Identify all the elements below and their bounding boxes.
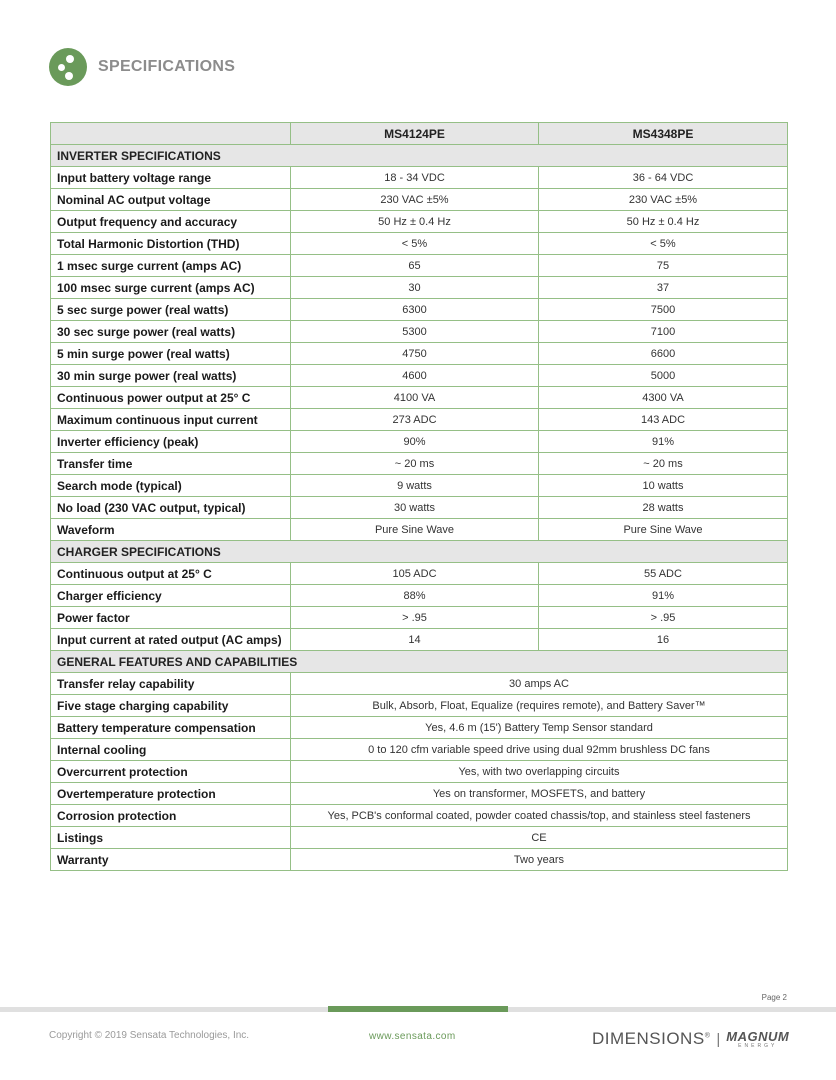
table-row <box>51 233 788 255</box>
cell-value: > .95 <box>291 607 539 629</box>
row-label: Maximum continuous input current <box>51 409 291 431</box>
section-title: GENERAL FEATURES AND CAPABILITIES <box>51 651 788 673</box>
cell-value: Yes, 4.6 m (15') Battery Temp Sensor standard <box>291 717 788 739</box>
table-row <box>51 453 788 475</box>
table-row <box>51 673 788 695</box>
cell-value: 91% <box>539 585 788 607</box>
cell-value: 7500 <box>539 299 788 321</box>
row-label: Transfer relay capability <box>51 673 291 695</box>
page-header <box>49 48 235 86</box>
table-body <box>51 145 788 871</box>
section-header-row <box>51 651 788 673</box>
cell-value: 28 watts <box>539 497 788 519</box>
row-label: 1 msec surge current (amps AC) <box>51 255 291 277</box>
table-row <box>51 563 788 585</box>
cell-value: Pure Sine Wave <box>539 519 788 541</box>
cell-value: 30 watts <box>291 497 539 519</box>
row-label: Input battery voltage range <box>51 167 291 189</box>
table-row <box>51 761 788 783</box>
cell-value: 6600 <box>539 343 788 365</box>
cell-value: 55 ADC <box>539 563 788 585</box>
specifications-table <box>50 122 788 871</box>
cell-value: Two years <box>291 849 788 871</box>
row-label: Search mode (typical) <box>51 475 291 497</box>
row-label: Battery temperature compensation <box>51 717 291 739</box>
row-label: Five stage charging capability <box>51 695 291 717</box>
row-label: Warranty <box>51 849 291 871</box>
cell-value: 5300 <box>291 321 539 343</box>
row-label: Inverter efficiency (peak) <box>51 431 291 453</box>
cell-value: 36 - 64 VDC <box>539 167 788 189</box>
cell-value: 230 VAC ±5% <box>291 189 539 211</box>
row-label: Power factor <box>51 607 291 629</box>
row-label: 5 min surge power (real watts) <box>51 343 291 365</box>
website-link[interactable]: www.sensata.com <box>369 1031 456 1042</box>
cell-value: 7100 <box>539 321 788 343</box>
section-title: CHARGER SPECIFICATIONS <box>51 541 788 563</box>
cell-value: ~ 20 ms <box>539 453 788 475</box>
table-row <box>51 167 788 189</box>
table-row <box>51 783 788 805</box>
table-header-row <box>51 123 788 145</box>
row-label: Input current at rated output (AC amps) <box>51 629 291 651</box>
table-row <box>51 365 788 387</box>
row-label: No load (230 VAC output, typical) <box>51 497 291 519</box>
table-row <box>51 805 788 827</box>
table-row <box>51 343 788 365</box>
cell-value: < 5% <box>539 233 788 255</box>
cell-value: Bulk, Absorb, Float, Equalize (requires remote), and Battery Saver™ <box>291 695 788 717</box>
row-label: 5 sec surge power (real watts) <box>51 299 291 321</box>
cell-value: 88% <box>291 585 539 607</box>
brand-separator: | <box>716 1030 721 1048</box>
table-row <box>51 255 788 277</box>
table-row <box>51 827 788 849</box>
row-label: Nominal AC output voltage <box>51 189 291 211</box>
copyright-text: Copyright © 2019 Sensata Technologies, Inc. <box>49 1030 250 1041</box>
brand-logos <box>592 1026 789 1052</box>
cell-value: 50 Hz ± 0.4 Hz <box>291 211 539 233</box>
page-title: SPECIFICATIONS <box>98 58 236 75</box>
cell-value: 14 <box>291 629 539 651</box>
section-header-row <box>51 145 788 167</box>
magnum-energy-logo: MAGNUM ENERGY <box>726 1028 790 1049</box>
table-row <box>51 629 788 651</box>
row-label: 100 msec surge current (amps AC) <box>51 277 291 299</box>
table-row <box>51 717 788 739</box>
cell-value: Yes, with two overlapping circuits <box>291 761 788 783</box>
table-row <box>51 607 788 629</box>
cell-value: 50 Hz ± 0.4 Hz <box>539 211 788 233</box>
cell-value: 75 <box>539 255 788 277</box>
section-title: INVERTER SPECIFICATIONS <box>51 145 788 167</box>
cell-value: 4600 <box>291 365 539 387</box>
cell-value: 16 <box>539 629 788 651</box>
cell-value: 143 ADC <box>539 409 788 431</box>
table-row <box>51 409 788 431</box>
row-label: Total Harmonic Distortion (THD) <box>51 233 291 255</box>
cell-value: < 5% <box>291 233 539 255</box>
cell-value: Yes, PCB's conformal coated, powder coated chassis/top, and stainless steel fasteners <box>291 805 788 827</box>
row-label: Waveform <box>51 519 291 541</box>
dimensions-logo: DIMENSIONS® <box>592 1029 711 1048</box>
row-label: Continuous output at 25° C <box>51 563 291 585</box>
row-label: Internal cooling <box>51 739 291 761</box>
cell-value: 37 <box>539 277 788 299</box>
row-label: Continuous power output at 25° C <box>51 387 291 409</box>
section-header-row <box>51 541 788 563</box>
cell-value: 230 VAC ±5% <box>539 189 788 211</box>
table-row <box>51 299 788 321</box>
cell-value: 273 ADC <box>291 409 539 431</box>
row-label: Charger efficiency <box>51 585 291 607</box>
cell-value: > .95 <box>539 607 788 629</box>
cell-value: 30 <box>291 277 539 299</box>
row-label: Overcurrent protection <box>51 761 291 783</box>
cell-value: Yes on transformer, MOSFETS, and battery <box>291 783 788 805</box>
cell-value: 91% <box>539 431 788 453</box>
row-label: 30 sec surge power (real watts) <box>51 321 291 343</box>
table-row <box>51 277 788 299</box>
table-row <box>51 189 788 211</box>
cell-value: 10 watts <box>539 475 788 497</box>
cell-value: CE <box>291 827 788 849</box>
table-row <box>51 387 788 409</box>
column-header: MS4348PE <box>539 123 788 145</box>
table-row <box>51 321 788 343</box>
table-row <box>51 695 788 717</box>
row-label: Listings <box>51 827 291 849</box>
cell-value: 30 amps AC <box>291 673 788 695</box>
cell-value: 0 to 120 cfm variable speed drive using dual 92mm brushless DC fans <box>291 739 788 761</box>
cell-value: 4100 VA <box>291 387 539 409</box>
table-row <box>51 739 788 761</box>
row-label: 30 min surge power (real watts) <box>51 365 291 387</box>
row-label: Transfer time <box>51 453 291 475</box>
row-label: Output frequency and accuracy <box>51 211 291 233</box>
cell-value: 5000 <box>539 365 788 387</box>
logo-dots-icon <box>49 48 87 86</box>
table-row <box>51 431 788 453</box>
footer-accent-bar <box>328 1006 508 1012</box>
cell-value: 105 ADC <box>291 563 539 585</box>
table-row <box>51 519 788 541</box>
table-row <box>51 849 788 871</box>
table-row <box>51 585 788 607</box>
cell-value: Pure Sine Wave <box>291 519 539 541</box>
column-header: MS4124PE <box>291 123 539 145</box>
page-number: Page 2 <box>761 993 787 1002</box>
cell-value: 90% <box>291 431 539 453</box>
table-row <box>51 497 788 519</box>
row-label: Overtemperature protection <box>51 783 291 805</box>
cell-value: 18 - 34 VDC <box>291 167 539 189</box>
cell-value: 4750 <box>291 343 539 365</box>
cell-value: 4300 VA <box>539 387 788 409</box>
table-row <box>51 475 788 497</box>
cell-value: 9 watts <box>291 475 539 497</box>
table-row <box>51 211 788 233</box>
cell-value: 65 <box>291 255 539 277</box>
row-label: Corrosion protection <box>51 805 291 827</box>
cell-value: ~ 20 ms <box>291 453 539 475</box>
column-header <box>51 123 291 145</box>
cell-value: 6300 <box>291 299 539 321</box>
